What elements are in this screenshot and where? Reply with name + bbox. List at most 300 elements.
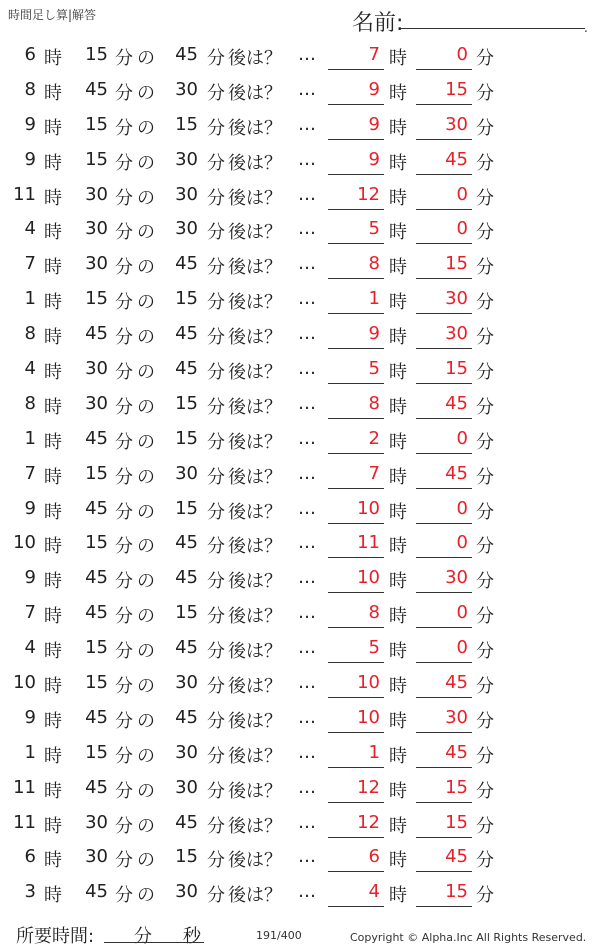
ellipsis: … — [298, 78, 316, 100]
minute-label: 分 — [476, 362, 494, 384]
hour-label: 時 — [389, 606, 407, 628]
of-label: の — [137, 780, 155, 802]
answer-hour-line — [328, 523, 384, 524]
problem-row — [0, 840, 600, 875]
start-minute: 15 — [85, 741, 108, 763]
start-minute: 30 — [85, 811, 108, 833]
start-hour: 10 — [13, 672, 36, 694]
start-hour: 4 — [24, 637, 36, 659]
hour-label: 時 — [389, 815, 407, 837]
problem-row — [0, 631, 600, 666]
minute-label: 分 — [115, 117, 133, 139]
minute-label: 分 — [207, 48, 225, 69]
answer-minute-line — [416, 453, 472, 454]
hour-label: 時 — [44, 885, 62, 907]
start-minute: 45 — [85, 567, 108, 589]
ellipsis: … — [298, 811, 316, 833]
added-minutes: 30 — [175, 776, 198, 798]
answer-minute-line — [416, 174, 472, 175]
of-label: の — [137, 641, 155, 663]
of-label: の — [137, 222, 155, 244]
hour-label: 時 — [389, 536, 407, 558]
minute-label: 分 — [476, 396, 494, 418]
time-minute-label: 分 — [134, 926, 152, 947]
start-hour: 7 — [24, 462, 36, 484]
after-label: 後は？ — [228, 117, 282, 139]
hour-label: 時 — [44, 780, 62, 802]
start-hour: 9 — [24, 567, 36, 589]
hour-label: 時 — [44, 571, 62, 593]
of-label: の — [137, 292, 155, 314]
minute-label: 分 — [207, 257, 225, 279]
start-hour: 3 — [24, 881, 36, 903]
ellipsis: … — [298, 392, 316, 414]
answer-hour-line — [328, 139, 384, 140]
answer-minute-line — [416, 104, 472, 105]
name-label: 名前: — [352, 11, 404, 36]
minute-label: 分 — [476, 117, 494, 139]
hour-label: 時 — [389, 396, 407, 418]
ellipsis: … — [298, 218, 316, 240]
hour-label: 時 — [44, 745, 62, 767]
added-minutes: 30 — [175, 462, 198, 484]
start-hour: 8 — [24, 78, 36, 100]
hour-label: 時 — [44, 187, 62, 209]
answer-hour-line — [328, 69, 384, 70]
minute-label: 分 — [115, 710, 133, 732]
of-label: の — [137, 327, 155, 349]
answer-hour-line — [328, 488, 384, 489]
added-minutes: 15 — [175, 497, 198, 519]
ellipsis: … — [298, 288, 316, 310]
time-second-label: 秒 — [183, 926, 201, 947]
minute-label: 分 — [476, 676, 494, 698]
minute-label: 分 — [115, 292, 133, 314]
hour-label: 時 — [389, 571, 407, 593]
hour-label: 時 — [389, 850, 407, 872]
of-label: の — [137, 676, 155, 698]
problem-list — [0, 38, 600, 910]
start-minute: 45 — [85, 78, 108, 100]
minute-label: 分 — [207, 187, 225, 209]
answer-minute: 0 — [456, 183, 468, 205]
after-label: 後は？ — [228, 641, 282, 663]
minute-label: 分 — [207, 745, 225, 767]
minute-label: 分 — [207, 431, 225, 453]
answer-minute-line — [416, 523, 472, 524]
after-label: 後は？ — [228, 571, 282, 593]
hour-label: 時 — [44, 222, 62, 244]
start-hour: 1 — [24, 741, 36, 763]
added-minutes: 15 — [175, 392, 198, 414]
hour-label: 時 — [389, 676, 407, 698]
of-label: の — [137, 257, 155, 279]
answer-minute-line — [416, 488, 472, 489]
problem-row — [0, 701, 600, 736]
answer-minute: 45 — [445, 846, 468, 868]
answer-minute: 0 — [456, 497, 468, 519]
answer-minute: 0 — [456, 427, 468, 449]
start-minute: 30 — [85, 218, 108, 240]
added-minutes: 15 — [175, 288, 198, 310]
minute-label: 分 — [476, 152, 494, 174]
answer-minute: 30 — [445, 567, 468, 589]
ellipsis: … — [298, 497, 316, 519]
after-label: 後は？ — [228, 187, 282, 209]
hour-label: 時 — [44, 48, 62, 69]
time-required-line — [104, 942, 204, 943]
minute-label: 分 — [476, 885, 494, 907]
answer-hour-line — [328, 627, 384, 628]
answer-hour-line — [328, 837, 384, 838]
start-hour: 7 — [24, 602, 36, 624]
answer-hour-line — [328, 871, 384, 872]
after-label: 後は？ — [228, 82, 282, 104]
start-hour: 11 — [13, 776, 36, 798]
ellipsis: … — [298, 183, 316, 205]
start-minute: 45 — [85, 602, 108, 624]
start-minute: 45 — [85, 427, 108, 449]
ellipsis: … — [298, 253, 316, 275]
answer-minute: 15 — [445, 358, 468, 380]
answer-minute: 15 — [445, 776, 468, 798]
answer-minute: 0 — [456, 532, 468, 554]
answer-hour: 10 — [357, 567, 380, 589]
problem-row — [0, 806, 600, 841]
minute-label: 分 — [207, 676, 225, 698]
hour-label: 時 — [44, 362, 62, 384]
hour-label: 時 — [44, 466, 62, 488]
ellipsis: … — [298, 358, 316, 380]
hour-label: 時 — [389, 152, 407, 174]
hour-label: 時 — [44, 152, 62, 174]
hour-label: 時 — [44, 710, 62, 732]
answer-minute: 30 — [445, 288, 468, 310]
minute-label: 分 — [115, 571, 133, 593]
answer-hour: 5 — [368, 358, 380, 380]
answer-minute: 45 — [445, 462, 468, 484]
minute-label: 分 — [207, 292, 225, 314]
answer-minute: 0 — [456, 218, 468, 240]
added-minutes: 45 — [175, 637, 198, 659]
of-label: の — [137, 571, 155, 593]
start-hour: 8 — [24, 323, 36, 345]
hour-label: 時 — [44, 82, 62, 104]
answer-hour-line — [328, 209, 384, 210]
minute-label: 分 — [207, 501, 225, 523]
minute-label: 分 — [476, 466, 494, 488]
answer-hour: 4 — [368, 881, 380, 903]
problem-row — [0, 73, 600, 108]
minute-label: 分 — [476, 431, 494, 453]
answer-hour-line — [328, 662, 384, 663]
ellipsis: … — [298, 427, 316, 449]
start-minute: 15 — [85, 672, 108, 694]
minute-label: 分 — [476, 571, 494, 593]
hour-label: 時 — [44, 641, 62, 663]
problem-row — [0, 736, 600, 771]
answer-hour: 2 — [368, 427, 380, 449]
start-minute: 15 — [85, 113, 108, 135]
problem-row — [0, 526, 600, 561]
hour-label: 時 — [389, 780, 407, 802]
of-label: の — [137, 850, 155, 872]
ellipsis: … — [298, 462, 316, 484]
after-label: 後は？ — [228, 815, 282, 837]
hour-label: 時 — [389, 292, 407, 314]
after-label: 後は？ — [228, 850, 282, 872]
of-label: の — [137, 501, 155, 523]
added-minutes: 30 — [175, 218, 198, 240]
answer-minute-line — [416, 383, 472, 384]
minute-label: 分 — [207, 641, 225, 663]
after-label: 後は？ — [228, 292, 282, 314]
minute-label: 分 — [115, 815, 133, 837]
answer-hour-line — [328, 313, 384, 314]
start-hour: 1 — [24, 288, 36, 310]
of-label: の — [137, 362, 155, 384]
minute-label: 分 — [476, 641, 494, 663]
copyright-text: Copyright © Alpha.Inc All Rights Reserved. — [350, 931, 587, 944]
ellipsis: … — [298, 881, 316, 903]
ellipsis: … — [298, 567, 316, 589]
answer-hour-line — [328, 453, 384, 454]
start-minute: 15 — [85, 532, 108, 554]
hour-label: 時 — [389, 257, 407, 279]
ellipsis: … — [298, 148, 316, 170]
after-label: 後は？ — [228, 536, 282, 558]
start-minute: 45 — [85, 497, 108, 519]
ellipsis: … — [298, 113, 316, 135]
start-minute: 30 — [85, 358, 108, 380]
added-minutes: 30 — [175, 78, 198, 100]
answer-minute: 15 — [445, 811, 468, 833]
answer-minute: 30 — [445, 706, 468, 728]
hour-label: 時 — [389, 501, 407, 523]
minute-label: 分 — [207, 222, 225, 244]
ellipsis: … — [298, 706, 316, 728]
ellipsis: … — [298, 602, 316, 624]
after-label: 後は？ — [228, 396, 282, 418]
answer-minute: 0 — [456, 637, 468, 659]
start-hour: 7 — [24, 253, 36, 275]
minute-label: 分 — [115, 536, 133, 558]
minute-label: 分 — [476, 536, 494, 558]
answer-minute: 0 — [456, 602, 468, 624]
answer-minute: 45 — [445, 741, 468, 763]
added-minutes: 30 — [175, 672, 198, 694]
answer-hour-line — [328, 767, 384, 768]
minute-label: 分 — [207, 152, 225, 174]
minute-label: 分 — [207, 82, 225, 104]
ellipsis: … — [298, 776, 316, 798]
start-minute: 30 — [85, 846, 108, 868]
time-required-label: 所要時間: — [16, 926, 95, 947]
of-label: の — [137, 536, 155, 558]
answer-minute: 15 — [445, 881, 468, 903]
hour-label: 時 — [44, 536, 62, 558]
minute-label: 分 — [115, 431, 133, 453]
minute-label: 分 — [476, 780, 494, 802]
added-minutes: 45 — [175, 323, 198, 345]
start-minute: 15 — [85, 44, 108, 65]
answer-hour: 9 — [368, 78, 380, 100]
start-minute: 45 — [85, 776, 108, 798]
hour-label: 時 — [44, 396, 62, 418]
hour-label: 時 — [44, 606, 62, 628]
answer-minute-line — [416, 837, 472, 838]
minute-label: 分 — [115, 641, 133, 663]
problem-row — [0, 247, 600, 282]
answer-minute-line — [416, 906, 472, 907]
answer-minute-line — [416, 69, 472, 70]
hour-label: 時 — [389, 745, 407, 767]
ellipsis: … — [298, 672, 316, 694]
answer-minute-line — [416, 627, 472, 628]
problem-row — [0, 212, 600, 247]
after-label: 後は？ — [228, 257, 282, 279]
of-label: の — [137, 745, 155, 767]
added-minutes: 30 — [175, 881, 198, 903]
answer-hour-line — [328, 174, 384, 175]
hour-label: 時 — [389, 117, 407, 139]
hour-label: 時 — [44, 815, 62, 837]
of-label: の — [137, 606, 155, 628]
ellipsis: … — [298, 44, 316, 65]
start-hour: 8 — [24, 392, 36, 414]
start-minute: 15 — [85, 462, 108, 484]
of-label: の — [137, 466, 155, 488]
answer-minute-line — [416, 348, 472, 349]
start-minute: 30 — [85, 392, 108, 414]
of-label: の — [137, 117, 155, 139]
minute-label: 分 — [115, 187, 133, 209]
minute-label: 分 — [476, 745, 494, 767]
minute-label: 分 — [476, 606, 494, 628]
name-dot: . — [584, 21, 588, 35]
start-hour: 4 — [24, 358, 36, 380]
problem-row — [0, 457, 600, 492]
hour-label: 時 — [44, 117, 62, 139]
answer-minute-line — [416, 243, 472, 244]
start-minute: 15 — [85, 637, 108, 659]
answer-hour: 10 — [357, 672, 380, 694]
answer-hour: 7 — [368, 44, 380, 65]
minute-label: 分 — [476, 82, 494, 104]
problem-row — [0, 317, 600, 352]
minute-label: 分 — [207, 885, 225, 907]
hour-label: 時 — [44, 431, 62, 453]
added-minutes: 45 — [175, 706, 198, 728]
minute-label: 分 — [207, 327, 225, 349]
answer-hour-line — [328, 592, 384, 593]
answer-minute: 15 — [445, 253, 468, 275]
name-line — [400, 28, 585, 29]
start-hour: 1 — [24, 427, 36, 449]
answer-hour-line — [328, 104, 384, 105]
minute-label: 分 — [476, 710, 494, 732]
after-label: 後は？ — [228, 152, 282, 174]
hour-label: 時 — [389, 641, 407, 663]
start-minute: 15 — [85, 288, 108, 310]
hour-label: 時 — [389, 48, 407, 69]
minute-label: 分 — [115, 745, 133, 767]
answer-hour-line — [328, 383, 384, 384]
after-label: 後は？ — [228, 501, 282, 523]
minute-label: 分 — [115, 850, 133, 872]
answer-minute-line — [416, 278, 472, 279]
added-minutes: 30 — [175, 183, 198, 205]
answer-minute-line — [416, 732, 472, 733]
start-minute: 45 — [85, 881, 108, 903]
minute-label: 分 — [115, 396, 133, 418]
answer-minute-line — [416, 313, 472, 314]
hour-label: 時 — [44, 257, 62, 279]
problem-row — [0, 561, 600, 596]
hour-label: 時 — [44, 501, 62, 523]
answer-hour-line — [328, 697, 384, 698]
answer-minute-line — [416, 662, 472, 663]
after-label: 後は？ — [228, 362, 282, 384]
answer-minute: 15 — [445, 78, 468, 100]
minute-label: 分 — [207, 571, 225, 593]
added-minutes: 15 — [175, 113, 198, 135]
added-minutes: 15 — [175, 427, 198, 449]
added-minutes: 45 — [175, 811, 198, 833]
answer-hour: 10 — [357, 497, 380, 519]
start-hour: 6 — [24, 846, 36, 868]
after-label: 後は？ — [228, 466, 282, 488]
ellipsis: … — [298, 846, 316, 868]
hour-label: 時 — [389, 327, 407, 349]
after-label: 後は？ — [228, 431, 282, 453]
problem-row — [0, 108, 600, 143]
added-minutes: 45 — [175, 358, 198, 380]
after-label: 後は？ — [228, 745, 282, 767]
hour-label: 時 — [389, 466, 407, 488]
minute-label: 分 — [207, 117, 225, 139]
after-label: 後は？ — [228, 710, 282, 732]
of-label: の — [137, 396, 155, 418]
hour-label: 時 — [389, 710, 407, 732]
after-label: 後は？ — [228, 327, 282, 349]
problem-row — [0, 875, 600, 910]
answer-hour: 6 — [368, 846, 380, 868]
hour-label: 時 — [44, 327, 62, 349]
problem-row — [0, 387, 600, 422]
start-minute: 45 — [85, 323, 108, 345]
of-label: の — [137, 885, 155, 907]
answer-hour-line — [328, 906, 384, 907]
answer-hour-line — [328, 348, 384, 349]
answer-hour: 1 — [368, 288, 380, 310]
hour-label: 時 — [389, 362, 407, 384]
minute-label: 分 — [115, 606, 133, 628]
hour-label: 時 — [389, 187, 407, 209]
minute-label: 分 — [207, 396, 225, 418]
answer-hour: 12 — [357, 776, 380, 798]
answer-hour-line — [328, 418, 384, 419]
answer-minute: 30 — [445, 323, 468, 345]
of-label: の — [137, 82, 155, 104]
start-hour: 9 — [24, 113, 36, 135]
hour-label: 時 — [389, 222, 407, 244]
answer-hour: 10 — [357, 706, 380, 728]
minute-label: 分 — [207, 362, 225, 384]
minute-label: 分 — [115, 152, 133, 174]
answer-hour: 8 — [368, 602, 380, 624]
answer-hour-line — [328, 732, 384, 733]
